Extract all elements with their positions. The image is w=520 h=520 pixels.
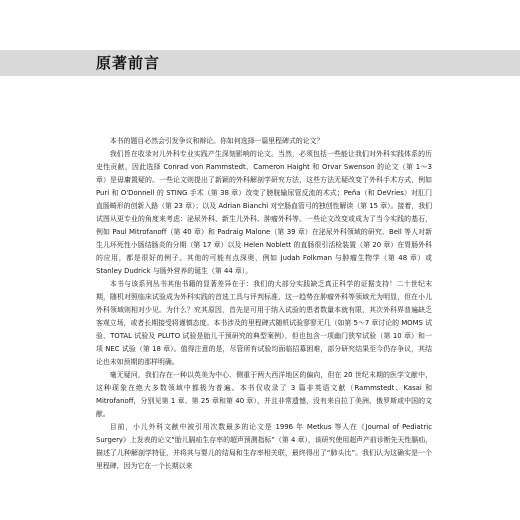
- paragraph: 本书的题目必然会引发争议和辩论。你如何选择一篇里程碑式的论文？: [109, 137, 324, 145]
- paragraph: 毫无疑问，我们存在一种以英美为中心、侧重于两大西洋地区的偏向，但在 20 世纪末期的医学文献中，这种现象在绝大多数领域中都极为普遍。本书仅收录了 3 篇非英语文献（Rammstedt、Kasai 和 Mitrofanoff，分别见第 1 章、第 25 章和第 40 章），并且非常遗憾，没有来自拉丁美洲、俄罗斯或中国的文献。: [96, 371, 432, 418]
- paragraph: 我们旨在收录对儿外科专业实践产生深刻影响的论文。当然，必须包括一些能让我们对外科实践体系的历史性贡献，因此选择 Conrad von Rammstedt、Cameron Haight 和 Orvar Swenson 的论文（第 1～3 章）是毋庸置疑的。一些论文则提出了新颖的外科解剖学研究方法，这些方法无疑改变了外科手术方式，例如 Puri 和 O'Donnell 的 STING 手术（第 38 章）改变了膀胱输尿管反流的术式；Peña（和 DeVries）对肛门直肠畸形的创新入路（第 23 章）；以及 Adrian Bianchi 对空肠血管弓的独创性解读（第 15 章）。接着，我们试图从更专业的角度来考虑：泌尿外科、新生儿外科、肿瘤外科等。一些论文改变或成为了当今实践的基石，例如 Paul Mitrofanoff（第 40 章）和 Padraig Malone（第 39 章）在泌尿外科领域的研究、Bell 等人对新生儿坏死性小肠结肠炎的分期（第 17 章）以及 Helen Noblett 的直肠很引活检装置（第 20 章）在胃肠外科的应用，都是很好的例子。其他的可能有点深奥，例如 Judah Folkman 与肿瘤生物学（第 48 章）或 Stanley Dudrick 与肠外营养的诞生（第 44 章）。: [96, 150, 432, 275]
- paragraph: 本书与该系列丛书其他书籍的显著差异在于：我们的大部分实践缺乏真正科学的证据支持！二十世纪末期，随机对照临床试验成为外科实践的首选工具与评判标准，这一趋势在肿瘤外科等领域尤为明显，但在小儿外科领域则相对少见。为什么？究其原因，首先是可用于纳入试验的患者数量本就有限，其次外科界普遍缺乏客观立场，或者长期接受将谨慎态度。本书涉及的里程碑式随机试验寥寥无几（如第 5～7 章讨论的 MOMS 试验、TOTAL 试验及 PLUTO 试验是胎儿干预研究的典型案例），但也包含一项幽门狭窄试验（第 10 章）和一项 NEC 试验（第 18 章）。值得注意的是，尽管所有试验均面临招募困难，部分研究结果至今仍存争议，其结论也未如预期的那样明确。: [96, 280, 432, 366]
- paragraph: 目前，小儿外科文献中被引用次数最多的论文是 1996 年 Metkus 等人在《Journal of Pediatric Surgery》上发表的论文“胎儿膈疝生存率的超声预测指标”（第 4 章），该研究使用超声产前诊断先天性膈疝，描述了儿种解剖学特征，并将其与婴儿的结局和生存率相关联，最终得出了“肺头比”。我们认为这确实是一个里程碑，因为它在一个长期以来: [96, 423, 432, 470]
- page-title: 原著前言: [96, 54, 161, 72]
- body-text: [96, 135, 432, 473]
- header-bar: [0, 50, 520, 76]
